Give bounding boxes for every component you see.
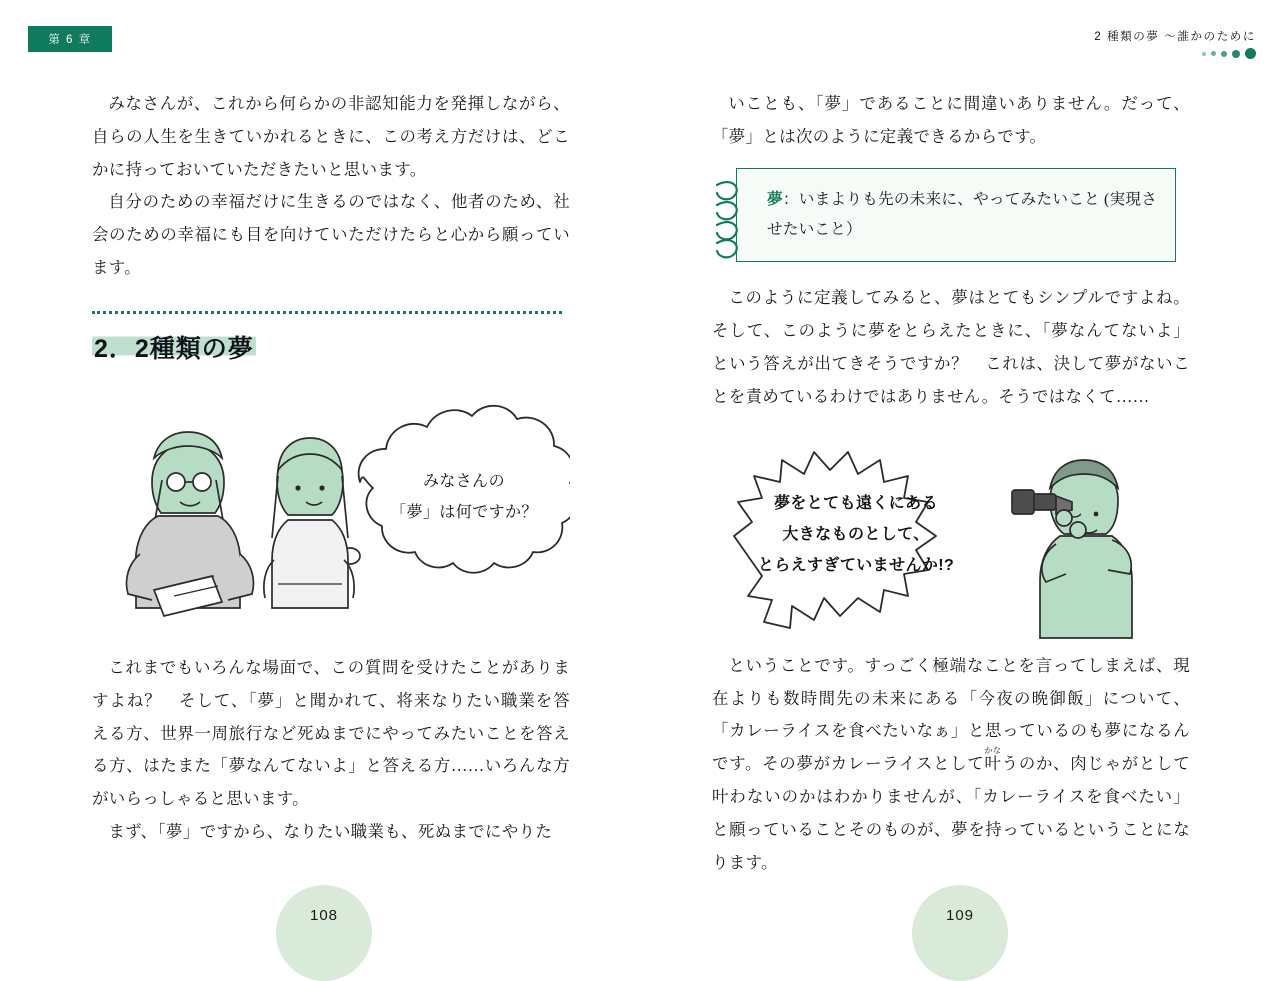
page-number-left: 108 (276, 885, 372, 981)
illustration-burst-and-telescope-boy (712, 418, 1190, 650)
callout-text: いまよりも先の未来に、やってみたいこと (実現させたいこと） (767, 190, 1157, 239)
paragraph-group-after-illustration (92, 652, 570, 849)
thought-bubble-line-1: みなさんの (422, 472, 505, 490)
callout-separator: ： (782, 190, 799, 208)
spiral-binding-icon (711, 175, 745, 259)
dot (1221, 51, 1227, 57)
running-head-dots (1202, 48, 1256, 59)
thought-bubble-line-2: 「夢」は何ですか？ (390, 504, 538, 522)
paragraph: みなさんが、これから何らかの非認知能力を発揮しながら、自らの人生を生きていかれるときに、この考え方だけは、どこかに持っておいていただきたいと思います。 (92, 94, 570, 179)
paragraph: 自分のための幸福だけに生きるのではなく、他者のため、社会のための幸福にも目を向けていただけたらと心から願っています。 (92, 192, 570, 278)
section-heading-text: 2．2種類の夢 (94, 334, 254, 363)
burst-bubble-line-2: 大きなものとして、 (782, 525, 930, 543)
left-page (0, 0, 640, 939)
paragraph: これまでもいろんな場面で、この質問を受けたことがありますよね？ そして、「夢」と聞かれて、将来なりたい職業を答える方、世界一周旅行など死ぬまでにやってみたいことを答える方、はたまた「夢なんてないよ」と答える方……いろんな方がいらっしゃると思います。 (92, 657, 570, 809)
paragraph-group-intro (92, 88, 570, 285)
right-column (712, 88, 1190, 879)
furigana-ruby: 叶かな (984, 746, 1002, 774)
dot (1245, 48, 1256, 59)
section-heading (92, 324, 256, 374)
thought-bubble-text (354, 466, 574, 528)
dotted-rule-divider (92, 311, 562, 314)
paragraph: いことも、「夢」であることに間違いありません。だって、「夢」とは次のように定義できるからです。 (712, 94, 1190, 146)
page-number-right: 109 (912, 885, 1008, 981)
burst-bubble-line-3: とらえすぎていませんか!? (757, 557, 955, 575)
paragraph: このように定義してみると、夢はとてもシンプルですよね。そして、このように夢をとらえたときに、「夢なんてないよ」という答えが出てきそうですか？ これは、決して夢がないことを責めているわけではありません。そうではなくて…… (712, 288, 1190, 406)
dot (1202, 52, 1206, 56)
illustration-two-students-and-thought-cloud (92, 384, 570, 652)
paragraph: まず、「夢」ですから、なりたい職業も、死ぬまでにやりた (108, 821, 553, 841)
paragraph: ということです。すっごく極端なことを言ってしまえば、現在よりも数時間先の未来にある「今夜の晩御飯」について、「カレーライスを食べたいなぁ」と思っているのも夢になるんです。その夢がカレーライスとして叶かなうのか、肉じゃがとして叶わないのかはわかりませんが、「カレーライスを食べたい」と願っていることそのものが、夢を持っているということになります。 (712, 655, 1190, 872)
dot (1232, 50, 1240, 58)
burst-bubble-line-1: 夢をとても遠くにある (773, 494, 938, 512)
definition-callout (736, 168, 1176, 263)
right-page (640, 0, 1280, 939)
left-column (92, 88, 570, 855)
running-head-section: 2 種類の夢 〜誰かのために (1094, 31, 1256, 43)
callout-term: 夢 (767, 190, 783, 208)
chapter-tab: 第 6 章 (28, 26, 112, 52)
dot (1211, 51, 1216, 56)
burst-bubble-text (728, 488, 984, 582)
